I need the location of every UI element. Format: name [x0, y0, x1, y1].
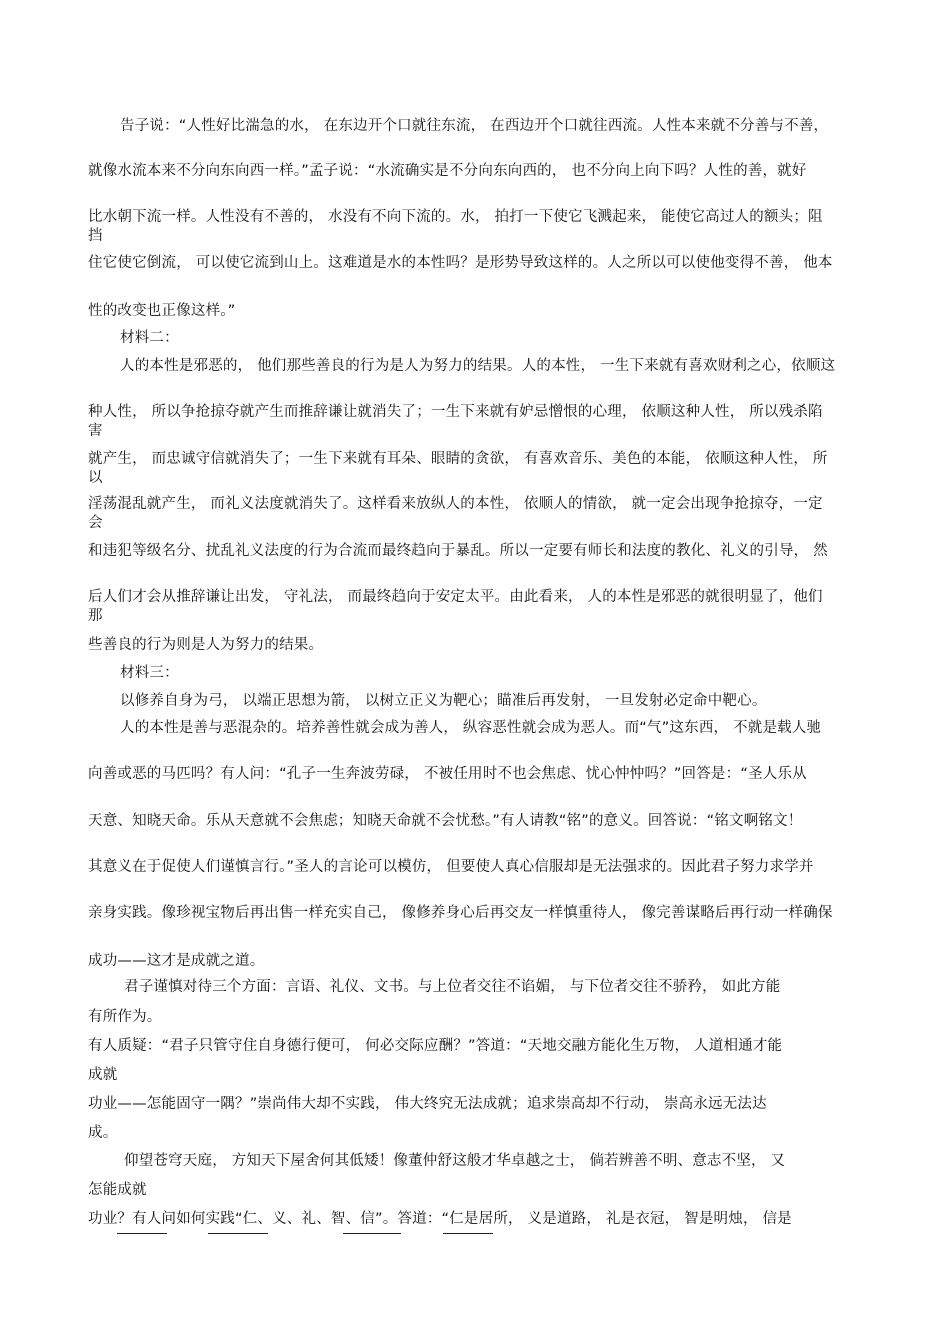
paragraph-line: 性的改变也正像这样。” — [88, 303, 236, 319]
section-heading: 材料三： — [120, 665, 179, 681]
paragraph-line: 亲身实践。像珍视宝物后再出售一样充实自己， 像修养身心后再交友一样慎重待人， 像完善谋略后再行动一样确保 — [88, 905, 833, 921]
paragraph-line: 淫荡混乱就产生， 而礼义法度就消失了。这样看来放纵人的本性， 依顺人的情欲， 就一定会出现争抢掠夺，一定会 — [88, 496, 823, 531]
paragraph-line: 功业——怎能固守一隅？”崇尚伟大却不实践， 伟大终究无法成就；追求崇高却不行动， 崇高永远无法达 — [88, 1096, 767, 1112]
paragraph-line: 天意、知晓天命。乐从天意就不会焦虑；知晓天命就不会忧愁。”有人请教“铭”的意义。回答说：“铭文啊铭文！ — [88, 813, 803, 829]
paragraph-line: 其意义在于促使人们谨慎言行。”圣人的言论可以模仿， 但要使人真心信服却是无法强求的。因此君子努力求学并 — [88, 859, 814, 875]
paragraph-line: 些善良的行为则是人为努力的结果。 — [88, 637, 324, 653]
paragraph-line: 和违犯等级名分、扰乱礼义法度的行为合流而最终趋向于暴乱。所以一定要有师长和法度的教化、礼义的引导， 然 — [88, 543, 828, 559]
underline-rule — [343, 1233, 401, 1234]
paragraph-line: 成就 — [88, 1067, 118, 1083]
underline-rule — [117, 1233, 167, 1234]
paragraph-line: 功业？有人问如何实践“仁、义、礼、智、信”。答道：“仁是居所， 义是道路， 礼是衣冠， 智是明烛， 信是 — [88, 1211, 792, 1227]
paragraph-line: 比水朝下流一样。人性没有不善的， 水没有不向下流的。水， 拍打一下使它飞溅起来， 能使它高过人的额头；阻挡 — [88, 209, 823, 244]
paragraph-line: 后人们才会从推辞谦让出发， 守礼法， 而最终趋向于安定太平。由此看来， 人的本性是邪恶的就很明显了，他们那 — [88, 589, 823, 624]
paragraph-line: 向善或恶的马匹吗？有人问：“孔子一生奔波劳碌， 不被任用时不也会焦虑、忧心忡忡吗？”回答是：“圣人乐从 — [88, 766, 807, 782]
underline-rule — [208, 1233, 268, 1234]
paragraph-line: 成功——这才是成就之道。 — [88, 953, 265, 969]
paragraph-line: 人的本性是善与恶混杂的。培养善性就会成为善人， 纵容恶性就会成为恶人。而“气”这东西， 不就是载人驰 — [120, 720, 822, 736]
paragraph-line: 有所作为。 — [88, 1009, 162, 1025]
paragraph-line: 就像水流本来不分向东向西一样。”孟子说：“水流确实是不分向东向西的， 也不分向上向下吗？人性的善，就好 — [88, 163, 807, 179]
paragraph-line: 君子谨慎对待三个方面：言语、礼仪、文书。与上位者交往不谄媚， 与下位者交往不骄矜， 如此方能 — [124, 979, 781, 995]
paragraph-line: 有人质疑：“君子只管守住自身德行便可， 何必交际应酬？”答道：“天地交融方能化生万物， 人道相通才能 — [88, 1038, 783, 1054]
paragraph-line: 种人性， 所以争抢掠夺就产生而推辞谦让就消失了；一生下来就有妒忌憎恨的心理， 依顺这种人性， 所以残杀陷害 — [88, 404, 823, 439]
paragraph-line: 就产生， 而忠诚守信就消失了；一生下来就有耳朵、眼睛的贪欲， 有喜欢音乐、美色的本能， 依顺这种人性， 所以 — [88, 451, 828, 486]
paragraph-line: 怎能成就 — [88, 1182, 147, 1198]
paragraph-line: 成。 — [88, 1125, 118, 1141]
paragraph-line: 人的本性是邪恶的， 他们那些善良的行为是人为努力的结果。人的本性， 一生下来就有喜欢财利之心，依顺这 — [120, 358, 836, 374]
underline-rule — [443, 1233, 493, 1234]
paragraph-line: 住它使它倒流， 可以使它流到山上。这难道是水的本性吗？是形势导致这样的。人之所以可以使他变得不善， 他本 — [88, 255, 833, 271]
paragraph-line: 告子说：“人性好比湍急的水， 在东边开个口就往东流， 在西边开个口就往西流。人性本来就不分善与不善， — [120, 118, 829, 134]
section-heading: 材料二： — [120, 330, 179, 346]
paragraph-line: 仰望苍穹天庭， 方知天下屋舍何其低矮！像董仲舒这般才华卓越之士， 倘若辨善不明、意志不坚， 又 — [124, 1153, 786, 1169]
paragraph-line: 以修养自身为弓， 以端正思想为箭， 以树立正义为靶心；瞄准后再发射， 一旦发射必定命中靶心。 — [120, 693, 767, 709]
